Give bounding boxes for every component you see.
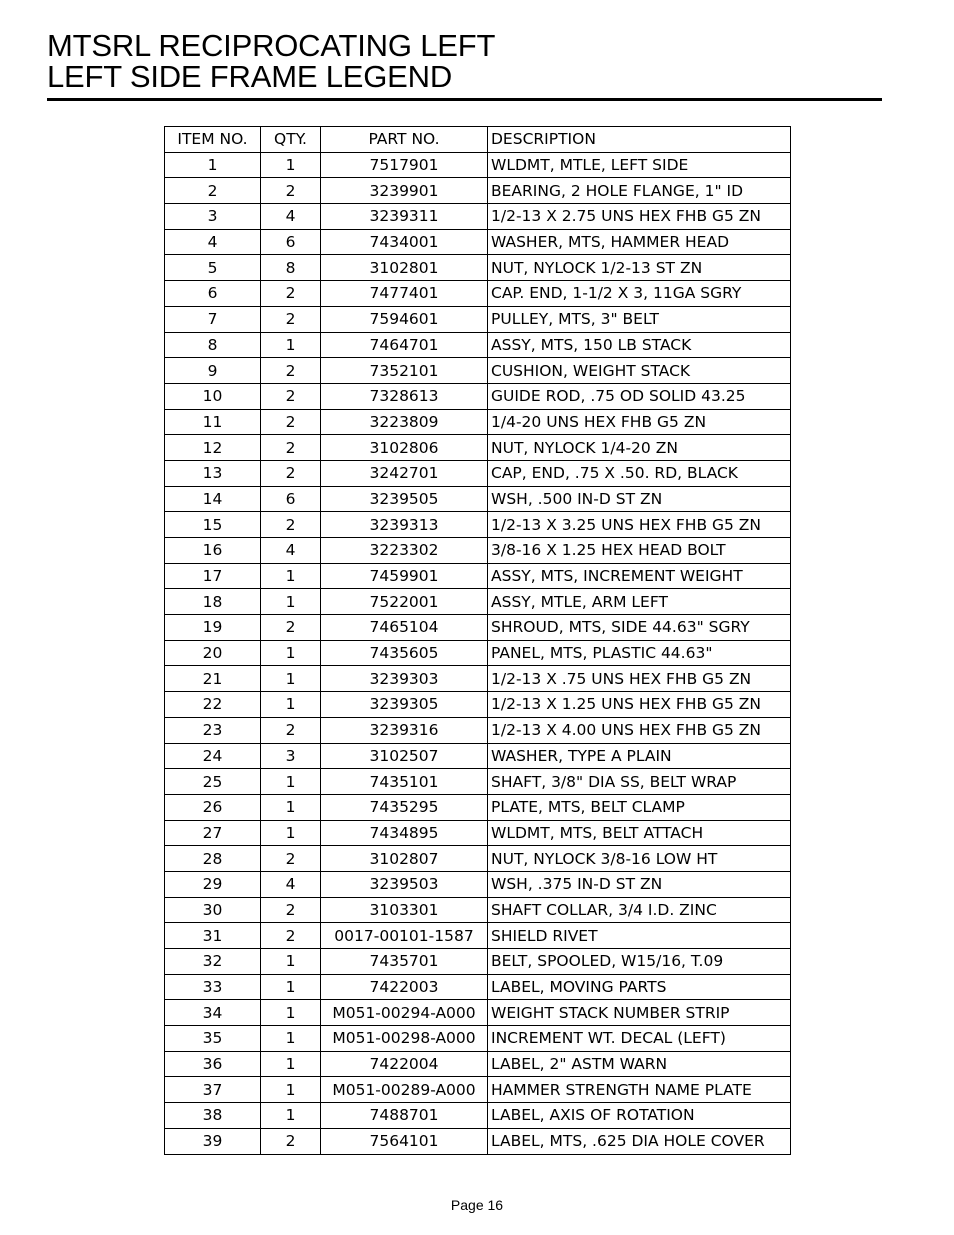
part-no-cell: 3223302 [321,538,488,564]
part-no-cell: 3239503 [321,871,488,897]
qty-cell: 1 [261,589,321,615]
table-row [165,152,791,178]
description-cell: LABEL, MOVING PARTS [488,974,791,1000]
description-cell: 1/4-20 UNS HEX FHB G5 ZN [488,409,791,435]
part-no-cell: M051-00294-A000 [321,1000,488,1026]
table-row [165,460,791,486]
item-no-cell: 20 [165,640,261,666]
qty-cell: 2 [261,897,321,923]
qty-cell: 2 [261,306,321,332]
item-no-cell: 3 [165,204,261,230]
item-no-cell: 13 [165,460,261,486]
table-row [165,640,791,666]
part-no-cell: 7422003 [321,974,488,1000]
item-no-cell: 16 [165,538,261,564]
table-row [165,358,791,384]
description-cell: 3/8-16 X 1.25 HEX HEAD BOLT [488,538,791,564]
table-row [165,692,791,718]
description-cell: LABEL, AXIS OF ROTATION [488,1103,791,1129]
part-no-cell: 7422004 [321,1051,488,1077]
description-cell: 1/2-13 X 3.25 UNS HEX FHB G5 ZN [488,512,791,538]
description-cell: NUT, NYLOCK 1/2-13 ST ZN [488,255,791,281]
part-no-cell: 7435101 [321,769,488,795]
description-cell: ASSY, MTLE, ARM LEFT [488,589,791,615]
item-no-cell: 38 [165,1103,261,1129]
table-row [165,743,791,769]
qty-cell: 6 [261,229,321,255]
title-divider [47,98,882,101]
item-no-cell: 22 [165,692,261,718]
item-no-cell: 1 [165,152,261,178]
item-no-cell: 9 [165,358,261,384]
table-row [165,409,791,435]
qty-cell: 8 [261,255,321,281]
description-cell: GUIDE ROD, .75 OD SOLID 43.25 [488,383,791,409]
description-cell: WSH, .500 IN-D ST ZN [488,486,791,512]
description-cell: ASSY, MTS, INCREMENT WEIGHT [488,563,791,589]
item-no-cell: 34 [165,1000,261,1026]
item-no-cell: 29 [165,871,261,897]
item-no-cell: 4 [165,229,261,255]
qty-cell: 4 [261,204,321,230]
table-row [165,563,791,589]
qty-cell: 1 [261,1103,321,1129]
table-row [165,281,791,307]
description-cell: WEIGHT STACK NUMBER STRIP [488,1000,791,1026]
item-no-cell: 37 [165,1077,261,1103]
title-line-1: MTSRL RECIPROCATING LEFT [47,28,496,63]
part-no-cell: 3239305 [321,692,488,718]
qty-cell: 2 [261,460,321,486]
qty-cell: 2 [261,409,321,435]
qty-cell: 2 [261,178,321,204]
part-no-cell: 7434895 [321,820,488,846]
description-cell: LABEL, MTS, .625 DIA HOLE COVER [488,1128,791,1154]
qty-cell: 1 [261,563,321,589]
item-no-cell: 33 [165,974,261,1000]
table-row [165,1103,791,1129]
part-no-cell: 3102507 [321,743,488,769]
table-row [165,769,791,795]
qty-cell: 2 [261,846,321,872]
item-no-cell: 32 [165,949,261,975]
qty-cell: 1 [261,666,321,692]
table-row [165,923,791,949]
description-cell: NUT, NYLOCK 3/8-16 LOW HT [488,846,791,872]
part-no-cell: 7564101 [321,1128,488,1154]
qty-cell: 1 [261,152,321,178]
description-cell: WLDMT, MTLE, LEFT SIDE [488,152,791,178]
description-cell: PANEL, MTS, PLASTIC 44.63" [488,640,791,666]
description-cell: 1/2-13 X 1.25 UNS HEX FHB G5 ZN [488,692,791,718]
table-row [165,512,791,538]
item-no-cell: 7 [165,306,261,332]
item-no-cell: 31 [165,923,261,949]
qty-cell: 1 [261,949,321,975]
table-row [165,1128,791,1154]
description-cell: WLDMT, MTS, BELT ATTACH [488,820,791,846]
description-cell: SHROUD, MTS, SIDE 44.63" SGRY [488,615,791,641]
part-no-cell: 7434001 [321,229,488,255]
qty-cell: 4 [261,871,321,897]
table-row [165,538,791,564]
qty-cell: 1 [261,640,321,666]
part-no-cell: M051-00289-A000 [321,1077,488,1103]
part-no-cell: 7522001 [321,589,488,615]
table-row [165,435,791,461]
part-no-cell: 7435605 [321,640,488,666]
table-row [165,306,791,332]
item-no-cell: 18 [165,589,261,615]
table-row [165,871,791,897]
description-cell: BEARING, 2 HOLE FLANGE, 1" ID [488,178,791,204]
description-cell: 1/2-13 X .75 UNS HEX FHB G5 ZN [488,666,791,692]
description-cell: SHAFT, 3/8" DIA SS, BELT WRAP [488,769,791,795]
part-no-cell: 7488701 [321,1103,488,1129]
description-cell: 1/2-13 X 4.00 UNS HEX FHB G5 ZN [488,717,791,743]
description-cell: WSH, .375 IN-D ST ZN [488,871,791,897]
table-row [165,820,791,846]
part-no-cell: 3239303 [321,666,488,692]
qty-cell: 2 [261,358,321,384]
header-qty: QTY. [261,127,321,153]
part-no-cell: 3242701 [321,460,488,486]
item-no-cell: 23 [165,717,261,743]
description-cell: PLATE, MTS, BELT CLAMP [488,794,791,820]
item-no-cell: 30 [165,897,261,923]
qty-cell: 1 [261,794,321,820]
item-no-cell: 14 [165,486,261,512]
part-no-cell: 7435701 [321,949,488,975]
table-row [165,666,791,692]
table-row [165,974,791,1000]
part-no-cell: 7352101 [321,358,488,384]
item-no-cell: 26 [165,794,261,820]
item-no-cell: 36 [165,1051,261,1077]
qty-cell: 2 [261,1128,321,1154]
qty-cell: 4 [261,538,321,564]
description-cell: NUT, NYLOCK 1/4-20 ZN [488,435,791,461]
description-cell: SHAFT COLLAR, 3/4 I.D. ZINC [488,897,791,923]
table-row [165,332,791,358]
item-no-cell: 2 [165,178,261,204]
qty-cell: 1 [261,820,321,846]
table-row [165,1051,791,1077]
description-cell: SHIELD RIVET [488,923,791,949]
qty-cell: 1 [261,974,321,1000]
qty-cell: 2 [261,435,321,461]
table-row [165,178,791,204]
item-no-cell: 21 [165,666,261,692]
part-no-cell: 7594601 [321,306,488,332]
item-no-cell: 12 [165,435,261,461]
description-cell: ASSY, MTS, 150 LB STACK [488,332,791,358]
qty-cell: 2 [261,383,321,409]
table-row [165,204,791,230]
qty-cell: 1 [261,692,321,718]
part-no-cell: 7459901 [321,563,488,589]
description-cell: WASHER, TYPE A PLAIN [488,743,791,769]
table-row [165,717,791,743]
item-no-cell: 25 [165,769,261,795]
qty-cell: 1 [261,332,321,358]
item-no-cell: 11 [165,409,261,435]
part-no-cell: 7328613 [321,383,488,409]
part-no-cell: M051-00298-A000 [321,1026,488,1052]
part-no-cell: 3223809 [321,409,488,435]
qty-cell: 1 [261,1077,321,1103]
table-row [165,949,791,975]
header-item-no: ITEM NO. [165,127,261,153]
description-cell: INCREMENT WT. DECAL (LEFT) [488,1026,791,1052]
parts-legend-table [164,126,791,1155]
table-row [165,897,791,923]
description-cell: LABEL, 2" ASTM WARN [488,1051,791,1077]
part-no-cell: 3239311 [321,204,488,230]
qty-cell: 1 [261,1026,321,1052]
table-row [165,1000,791,1026]
item-no-cell: 27 [165,820,261,846]
part-no-cell: 7477401 [321,281,488,307]
page-number: Page 16 [450,1197,504,1213]
qty-cell: 6 [261,486,321,512]
part-no-cell: 7517901 [321,152,488,178]
item-no-cell: 10 [165,383,261,409]
description-cell: CUSHION, WEIGHT STACK [488,358,791,384]
part-no-cell: 3103301 [321,897,488,923]
part-no-cell: 3239313 [321,512,488,538]
part-no-cell: 3239505 [321,486,488,512]
qty-cell: 2 [261,512,321,538]
title-line-2: LEFT SIDE FRAME LEGEND [47,59,453,94]
item-no-cell: 17 [165,563,261,589]
qty-cell: 1 [261,769,321,795]
part-no-cell: 3239316 [321,717,488,743]
table-row [165,486,791,512]
table-row [165,383,791,409]
qty-cell: 2 [261,717,321,743]
part-no-cell: 3102801 [321,255,488,281]
item-no-cell: 35 [165,1026,261,1052]
description-cell: 1/2-13 X 2.75 UNS HEX FHB G5 ZN [488,204,791,230]
table-row [165,229,791,255]
description-cell: HAMMER STRENGTH NAME PLATE [488,1077,791,1103]
description-cell: PULLEY, MTS, 3" BELT [488,306,791,332]
item-no-cell: 8 [165,332,261,358]
part-no-cell: 3102807 [321,846,488,872]
part-no-cell: 0017-00101-1587 [321,923,488,949]
description-cell: BELT, SPOOLED, W15/16, T.09 [488,949,791,975]
description-cell: CAP, END, .75 X .50. RD, BLACK [488,460,791,486]
part-no-cell: 7464701 [321,332,488,358]
table-row [165,255,791,281]
table-row [165,589,791,615]
item-no-cell: 28 [165,846,261,872]
page-title [47,30,495,92]
qty-cell: 1 [261,1000,321,1026]
qty-cell: 2 [261,923,321,949]
part-no-cell: 7465104 [321,615,488,641]
part-no-cell: 7435295 [321,794,488,820]
item-no-cell: 15 [165,512,261,538]
item-no-cell: 5 [165,255,261,281]
item-no-cell: 6 [165,281,261,307]
part-no-cell: 3102806 [321,435,488,461]
item-no-cell: 39 [165,1128,261,1154]
table-header-row [165,127,791,153]
item-no-cell: 19 [165,615,261,641]
table-body [165,152,791,1154]
description-cell: CAP. END, 1-1/2 X 3, 11GA SGRY [488,281,791,307]
description-cell: WASHER, MTS, HAMMER HEAD [488,229,791,255]
qty-cell: 2 [261,281,321,307]
table-row [165,1026,791,1052]
item-no-cell: 24 [165,743,261,769]
qty-cell: 3 [261,743,321,769]
qty-cell: 2 [261,615,321,641]
qty-cell: 1 [261,1051,321,1077]
table-row [165,615,791,641]
part-no-cell: 3239901 [321,178,488,204]
header-part-no: PART NO. [321,127,488,153]
table-row [165,1077,791,1103]
header-description: DESCRIPTION [488,127,791,153]
table-row [165,794,791,820]
table-row [165,846,791,872]
